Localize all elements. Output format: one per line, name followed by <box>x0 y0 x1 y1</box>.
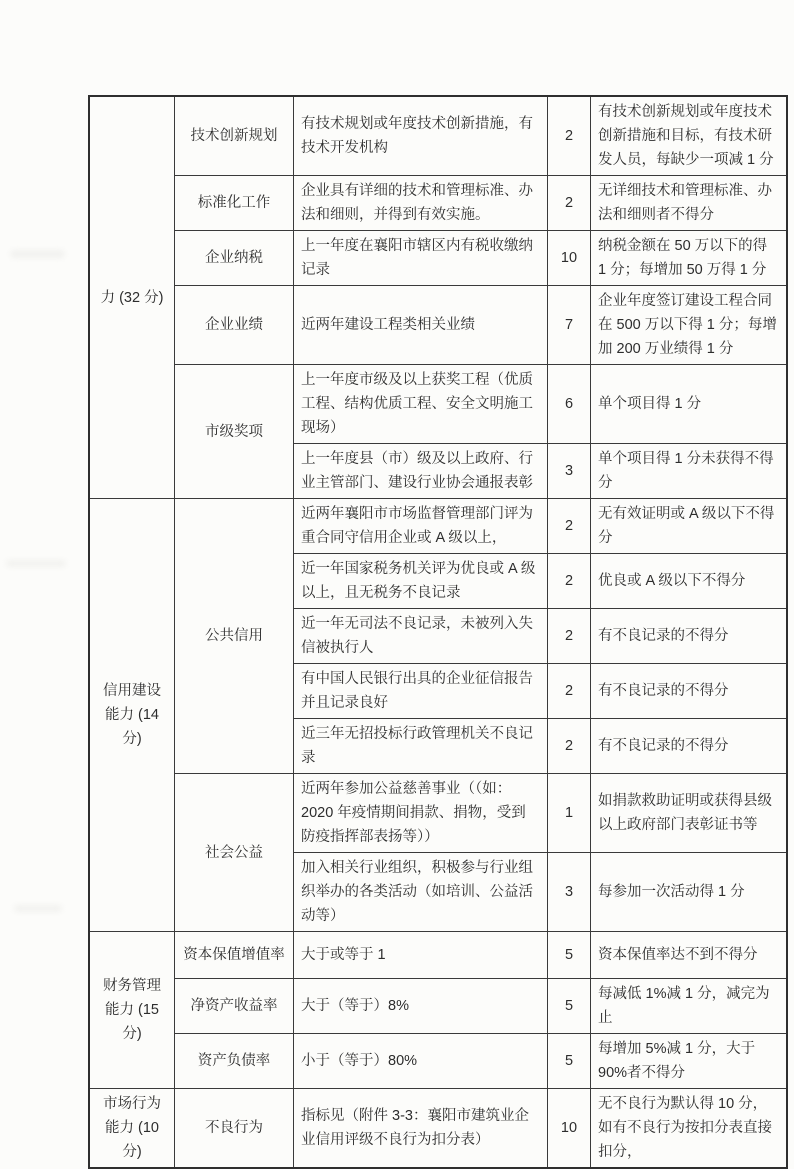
item-cell: 社会公益 <box>175 774 294 932</box>
item-cell: 资产负债率 <box>175 1034 294 1089</box>
description-cell: 上一年度县（市）级及以上政府、行业主管部门、建设行业协会通报表彰 <box>294 444 548 499</box>
score-cell: 6 <box>548 365 591 444</box>
criteria-cell: 无有效证明或 A 级以下不得分 <box>591 499 788 554</box>
description-cell: 上一年度在襄阳市辖区内有税收缴纳记录 <box>294 231 548 286</box>
credit-rating-table <box>88 95 788 1169</box>
score-cell: 3 <box>548 853 591 932</box>
score-cell: 5 <box>548 1034 591 1089</box>
item-cell: 净资产收益率 <box>175 979 294 1034</box>
description-cell: 小于（等于）80% <box>294 1034 548 1089</box>
score-cell: 2 <box>548 609 591 664</box>
criteria-cell: 无不良行为默认得 10 分，如有不良行为按扣分表直接扣分， <box>591 1089 788 1169</box>
description-cell: 近一年无司法不良记录，未被列入失信被执行人 <box>294 609 548 664</box>
score-cell: 10 <box>548 231 591 286</box>
scan-smudge <box>6 560 66 567</box>
item-cell: 资本保值增值率 <box>175 932 294 979</box>
description-cell: 大于（等于）8% <box>294 979 548 1034</box>
score-cell: 7 <box>548 286 591 365</box>
score-cell: 3 <box>548 444 591 499</box>
scan-smudge <box>14 905 62 912</box>
description-cell: 近三年无招投标行政管理机关不良记录 <box>294 719 548 774</box>
criteria-cell: 每参加一次活动得 1 分 <box>591 853 788 932</box>
description-cell: 近一年国家税务机关评为优良或 A 级以上，且无税务不良记录 <box>294 554 548 609</box>
score-cell: 2 <box>548 176 591 231</box>
score-cell: 5 <box>548 932 591 979</box>
criteria-cell: 企业年度签订建设工程合同在 500 万以下得 1 分；每增加 200 万业绩得 1 分 <box>591 286 788 365</box>
item-cell: 企业业绩 <box>175 286 294 365</box>
description-cell: 加入相关行业组织，积极参与行业组织举办的各类活动（如培训、公益活动等） <box>294 853 548 932</box>
scan-smudge <box>10 250 65 258</box>
criteria-cell: 有技术创新规划或年度技术创新措施和目标，有技术研发人员，每缺少一项减 1 分 <box>591 96 788 176</box>
score-cell: 5 <box>548 979 591 1034</box>
score-cell: 2 <box>548 719 591 774</box>
criteria-cell: 无详细技术和管理标准、办法和细则者不得分 <box>591 176 788 231</box>
score-cell: 2 <box>548 499 591 554</box>
criteria-cell: 有不良记录的不得分 <box>591 664 788 719</box>
criteria-cell: 优良或 A 级以下不得分 <box>591 554 788 609</box>
score-cell: 2 <box>548 664 591 719</box>
description-cell: 指标见（附件 3-3：襄阳市建筑业企业信用评级不良行为扣分表） <box>294 1089 548 1169</box>
criteria-cell: 有不良记录的不得分 <box>591 609 788 664</box>
description-cell: 近两年参加公益慈善事业（（如：2020 年疫情期间捐款、捐物，受到防疫指挥部表扬等）） <box>294 774 548 853</box>
item-cell: 标准化工作 <box>175 176 294 231</box>
score-cell: 10 <box>548 1089 591 1169</box>
item-cell: 企业纳税 <box>175 231 294 286</box>
description-cell: 有中国人民银行出具的企业征信报告并且记录良好 <box>294 664 548 719</box>
score-cell: 2 <box>548 554 591 609</box>
criteria-cell: 单个项目得 1 分未获得不得分 <box>591 444 788 499</box>
description-cell: 近两年襄阳市市场监督管理部门评为重合同守信用企业或 A 级以上， <box>294 499 548 554</box>
item-cell: 市级奖项 <box>175 365 294 499</box>
description-cell: 上一年度市级及以上获奖工程（优质工程、结构优质工程、安全文明施工现场） <box>294 365 548 444</box>
criteria-cell: 纳税金额在 50 万以下的得 1 分；每增加 50 万得 1 分 <box>591 231 788 286</box>
description-cell: 近两年建设工程类相关业绩 <box>294 286 548 365</box>
score-cell: 1 <box>548 774 591 853</box>
description-cell: 有技术规划或年度技术创新措施，有技术开发机构 <box>294 96 548 176</box>
description-cell: 企业具有详细的技术和管理标准、办法和细则，并得到有效实施。 <box>294 176 548 231</box>
description-cell: 大于或等于 1 <box>294 932 548 979</box>
category-cell: 财务管理能力 (15 分) <box>89 932 175 1089</box>
criteria-cell: 单个项目得 1 分 <box>591 365 788 444</box>
score-cell: 2 <box>548 96 591 176</box>
item-cell: 公共信用 <box>175 499 294 774</box>
category-cell: 信用建设能力 (14 分) <box>89 499 175 932</box>
criteria-cell: 每减低 1%减 1 分，减完为止 <box>591 979 788 1034</box>
criteria-cell: 如捐款救助证明或获得县级以上政府部门表彰证书等 <box>591 774 788 853</box>
category-cell: 市场行为能力 (10 分) <box>89 1089 175 1169</box>
criteria-cell: 每增加 5%减 1 分，大于 90%者不得分 <box>591 1034 788 1089</box>
item-cell: 技术创新规划 <box>175 96 294 176</box>
criteria-cell: 资本保值率达不到不得分 <box>591 932 788 979</box>
criteria-cell: 有不良记录的不得分 <box>591 719 788 774</box>
item-cell: 不良行为 <box>175 1089 294 1169</box>
category-cell: 力 (32 分) <box>89 96 175 499</box>
